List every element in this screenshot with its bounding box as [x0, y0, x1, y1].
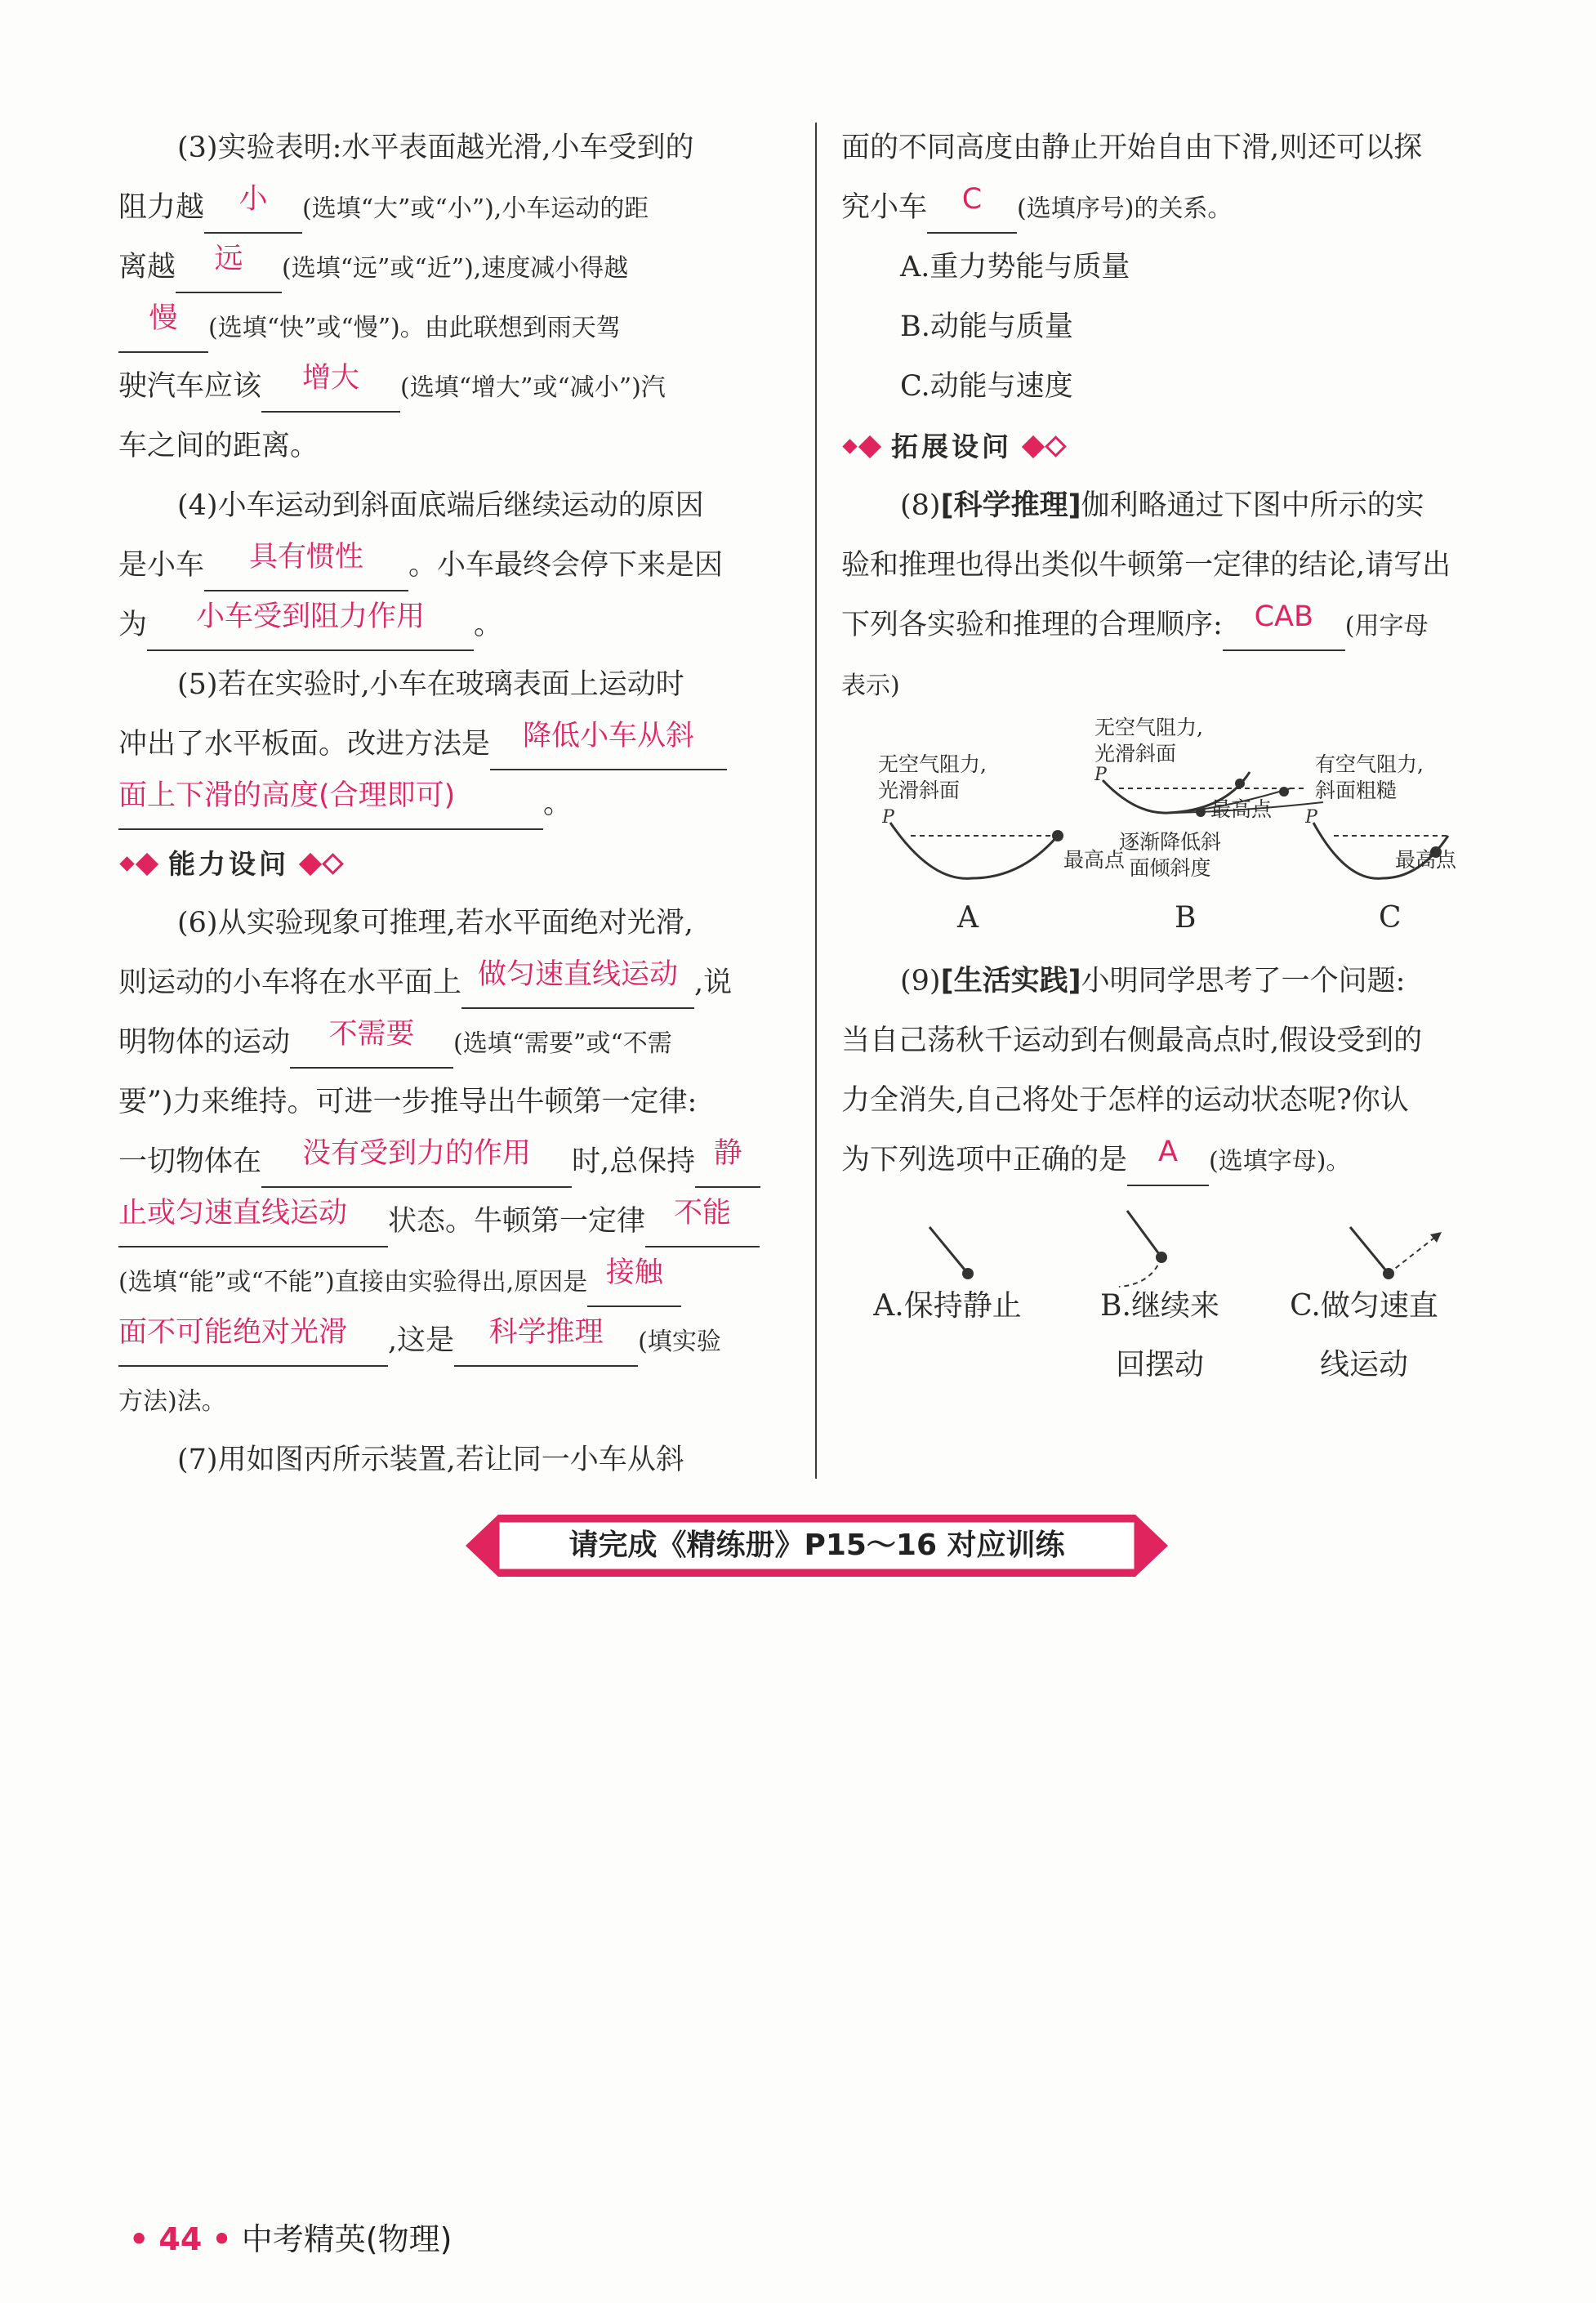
answer-text: C	[961, 183, 983, 216]
q6-text: (选填“能”或“不能”)直接由实验得出,原因是	[118, 1268, 588, 1297]
figure-a-top: 最高点	[1063, 848, 1126, 872]
answer-blank	[1127, 1136, 1209, 1186]
q4-line	[118, 536, 788, 596]
q7-option	[841, 238, 1511, 297]
q6-text: 要”)力来维持。可进一步推导出牛顿第一定律:	[118, 1086, 698, 1118]
figure-a-note: 无空气阻力, 光滑斜面	[878, 752, 987, 802]
p-label: P	[1305, 807, 1317, 828]
swing-option-b: B.继续来	[1100, 1289, 1219, 1323]
galileo-figure	[841, 715, 1511, 935]
bullet-dot: •	[212, 2221, 232, 2257]
q8-line	[841, 655, 1511, 715]
right-column	[841, 118, 1511, 1411]
q8-text: (用字母	[1344, 612, 1429, 640]
answer-text: 小	[239, 183, 268, 216]
answer-blank	[118, 1316, 388, 1367]
q6-text: (填实验	[638, 1328, 721, 1356]
q9-text: (选填字母)。	[1209, 1147, 1351, 1176]
q3-text: (选填“大”或“小”),小车运动的距	[302, 194, 649, 223]
q6-text: 一切物体在	[118, 1145, 262, 1178]
answer-text: 不需要	[328, 1018, 415, 1051]
answer-text: 面上下滑的高度(合理即可)	[118, 779, 456, 812]
q3-text: 车之间的距离。	[118, 430, 319, 462]
answer-blank	[587, 1256, 681, 1307]
q6-text: 状态。牛顿第一定律	[388, 1205, 646, 1238]
q9-text: 力全消失,自己将处于怎样的运动状态呢?你认	[841, 1084, 1409, 1117]
q3-line	[118, 417, 788, 476]
answer-text: 科学推理	[488, 1316, 604, 1349]
q4-text: 。小车最终会停下来是因	[408, 549, 724, 582]
answer-blank	[118, 302, 208, 353]
q3-text: (选填“增大”或“减小”)汽	[400, 373, 666, 402]
q6-line	[118, 1073, 788, 1132]
swing-option-c: C.做匀速直	[1290, 1289, 1438, 1323]
q7-line	[118, 1430, 788, 1490]
answer-blank	[261, 1137, 572, 1188]
q6-text: 方法)法。	[118, 1387, 226, 1416]
q5-text: (5)若在实验时,小车在玻璃表面上运动时	[177, 668, 684, 701]
q7-option	[841, 297, 1511, 357]
q6-line	[118, 1192, 788, 1252]
q7-text: 究小车	[841, 191, 928, 224]
q9-text: 当自己荡秋千运动到右侧最高点时,假设受到的	[841, 1024, 1423, 1057]
q7-text: (选填序号)的关系。	[1017, 194, 1233, 223]
answer-text: 没有受到力的作用	[302, 1137, 532, 1170]
swing-option-c-cont: 线运动	[1319, 1348, 1408, 1381]
q6-text: (6)从实验现象可推理,若水平面绝对光滑,	[177, 907, 693, 939]
q3-line	[118, 297, 788, 357]
q8-text: 下列各实验和推理的合理顺序:	[841, 609, 1223, 641]
section-title: 拓展设问	[891, 431, 1012, 462]
q3-line	[118, 178, 788, 238]
q6-line	[118, 1311, 788, 1371]
q6-text: 时,总保持	[572, 1145, 696, 1178]
q9-line	[841, 952, 1511, 1011]
q9-text: 为下列选项中正确的是	[841, 1144, 1128, 1176]
q9-line	[841, 1071, 1511, 1131]
q6-line	[118, 1013, 788, 1073]
q5-text: 。	[543, 788, 573, 820]
q6-text: ,说	[694, 966, 733, 999]
diamond-icon	[299, 856, 344, 873]
q6-line	[118, 894, 788, 953]
answer-blank	[290, 1018, 453, 1069]
swing-option-b-cont: 回摆动	[1115, 1348, 1204, 1381]
q7-text: 面的不同高度由静止开始自由下滑,则还可以探	[841, 132, 1423, 164]
q8-text: (8)	[900, 489, 941, 522]
answer-blank	[147, 600, 474, 651]
q6-line	[118, 1371, 788, 1430]
q8-line	[841, 476, 1511, 536]
figure-b-label: B	[1175, 901, 1197, 935]
q6-text: (选填“需要”或“不需	[453, 1029, 672, 1058]
q9-text: (9)	[900, 965, 941, 998]
answer-blank	[204, 183, 302, 234]
q6-text: ,这是	[388, 1324, 455, 1357]
q9-line	[841, 1131, 1511, 1190]
answer-blank	[118, 779, 543, 830]
answer-blank	[695, 1137, 760, 1188]
answer-text: 小车受到阻力作用	[196, 600, 426, 633]
figure-c-label: C	[1379, 901, 1402, 935]
section-ability	[118, 834, 788, 894]
answer-blank	[261, 362, 400, 413]
bullet-dot: •	[129, 2221, 149, 2257]
answer-blank	[118, 1197, 388, 1247]
figure-b-top: 最高点	[1210, 797, 1273, 821]
q4-text: (4)小车运动到斜面底端后继续运动的原因	[177, 489, 704, 522]
diamond-icon	[118, 856, 158, 873]
answer-blank	[176, 243, 282, 293]
q6-text: 明物体的运动	[118, 1026, 291, 1059]
q3-line	[118, 357, 788, 417]
swing-option-a: A.保持静止	[873, 1289, 1022, 1323]
q8-tag: [科学推理]	[940, 489, 1081, 522]
answer-text: A	[1158, 1136, 1178, 1168]
answer-blank	[490, 720, 727, 770]
answer-text: 增大	[302, 362, 360, 395]
q4-text: 为	[118, 609, 148, 641]
p-label: P	[882, 807, 894, 828]
figure-b-note2: 逐渐降低斜 面倾斜度	[1119, 830, 1222, 880]
page-number: 44	[158, 2221, 203, 2257]
figure-b-note: 无空气阻力, 光滑斜面	[1094, 716, 1203, 765]
q4-line	[118, 596, 788, 655]
q8-line	[841, 596, 1511, 655]
practice-banner	[466, 1511, 1168, 1580]
swing-options	[841, 1207, 1511, 1411]
q7-option	[841, 357, 1511, 417]
book-title: 中考精英(物理)	[241, 2221, 452, 2257]
q5-line	[118, 715, 788, 774]
answer-text: 静	[713, 1137, 742, 1170]
answer-blank	[927, 183, 1017, 234]
q6-line	[118, 1132, 788, 1192]
answer-text: CAB	[1254, 600, 1313, 633]
answer-blank	[461, 958, 694, 1009]
q6-line	[118, 1252, 788, 1311]
section-extension	[841, 417, 1511, 476]
q6-text: 则运动的小车将在水平面上	[118, 966, 462, 999]
q7-line	[841, 178, 1511, 238]
figure-c-note: 有空气阻力, 斜面粗糙	[1315, 752, 1424, 802]
q6-line	[118, 953, 788, 1013]
answer-text: 降低小车从斜	[523, 720, 695, 752]
q3-text: 驶汽车应该	[118, 370, 262, 403]
q5-text: 冲出了水平板面。改进方法是	[118, 728, 491, 761]
q8-text: 伽利略通过下图中所示的实	[1081, 489, 1424, 522]
answer-blank	[454, 1316, 638, 1367]
q8-text: 验和推理也得出类似牛顿第一定律的结论,请写出	[841, 549, 1451, 582]
q3-text: (选填“远”或“近”),速度减小得越	[282, 254, 629, 283]
option-a: A.重力势能与质量	[900, 251, 1130, 283]
column-divider	[815, 123, 817, 1479]
q3-text: (选填“快”或“慢”)。由此联想到雨天驾	[208, 314, 621, 342]
diamond-icon	[1022, 439, 1067, 455]
answer-text: 不能	[674, 1197, 732, 1230]
section-title: 能力设问	[168, 848, 289, 880]
answer-text: 止或匀速直线运动	[118, 1197, 348, 1230]
q4-text: 是小车	[118, 549, 205, 582]
page-footer	[129, 2214, 452, 2259]
answer-text: 远	[214, 243, 243, 275]
figure-c-top: 最高点	[1395, 848, 1457, 872]
left-column	[118, 118, 788, 1490]
q3-line	[118, 238, 788, 297]
q3-text: 阻力越	[118, 191, 205, 224]
option-c: C.动能与速度	[900, 370, 1073, 403]
q4-line	[118, 476, 788, 536]
option-b: B.动能与质量	[900, 310, 1073, 343]
q9-line	[841, 1011, 1511, 1071]
diamond-icon	[841, 439, 881, 455]
q3-line	[118, 118, 788, 178]
q5-line	[118, 774, 788, 834]
q8-line	[841, 536, 1511, 596]
q7-line	[841, 118, 1511, 178]
answer-text: 面不可能绝对光滑	[118, 1316, 348, 1349]
answer-text: 做匀速直线运动	[478, 958, 679, 991]
answer-blank	[645, 1197, 760, 1247]
q3-text: 离越	[118, 251, 176, 283]
banner-text: 请完成《精练册》P15～16 对应训练	[568, 1529, 1065, 1562]
answer-text: 慢	[149, 302, 178, 335]
q9-tag: [生活实践]	[940, 965, 1081, 998]
p-label: P	[1094, 765, 1107, 785]
answer-blank	[204, 541, 408, 591]
answer-text: 接触	[605, 1256, 663, 1289]
answer-blank	[1223, 600, 1345, 651]
q4-text: 。	[474, 609, 503, 641]
q8-text: 表示)	[841, 672, 900, 700]
q3-text: (3)实验表明:水平表面越光滑,小车受到的	[177, 132, 694, 164]
q5-line	[118, 655, 788, 715]
answer-text: 具有惯性	[249, 541, 364, 574]
figure-a-label: A	[957, 901, 979, 935]
q9-text: 小明同学思考了一个问题:	[1081, 965, 1406, 998]
q7-text: (7)用如图丙所示装置,若让同一小车从斜	[177, 1444, 684, 1476]
